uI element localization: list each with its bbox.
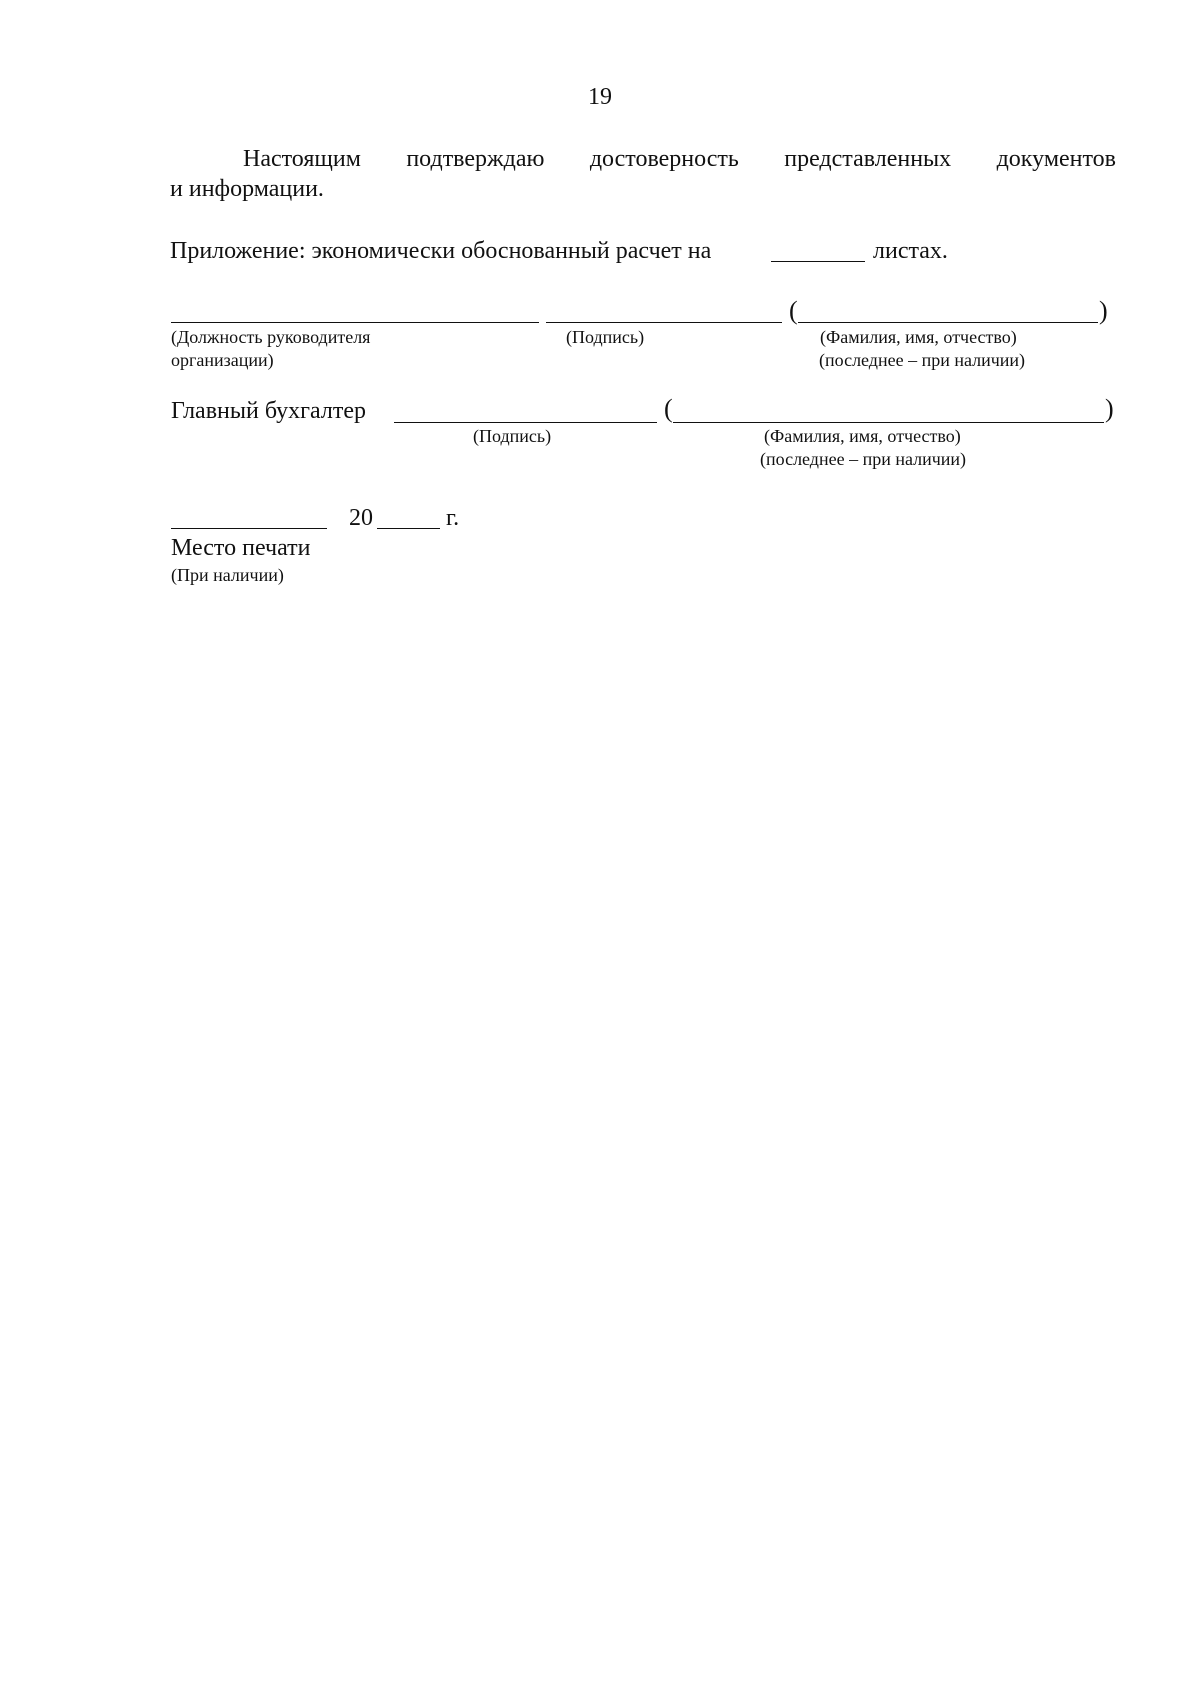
stamp-label: Место печати	[171, 535, 311, 561]
accountant-name-open-paren: (	[664, 394, 673, 423]
head-signature-caption: (Подпись)	[566, 327, 645, 347]
confirmation-line-2: и информации.	[170, 176, 324, 202]
date-century: 20	[349, 505, 373, 531]
appendix-prefix: Приложение: экономически обоснованный расчет на	[170, 238, 712, 264]
head-name-open-paren: (	[789, 296, 798, 325]
page-number: 19	[588, 84, 612, 110]
head-position-line[interactable]	[171, 322, 539, 323]
head-name-caption-2: (последнее – при наличии)	[819, 350, 1026, 370]
confirmation-paragraph	[170, 144, 1116, 204]
accountant-signature-caption: (Подпись)	[473, 426, 552, 446]
date-year-line[interactable]	[377, 528, 440, 529]
date-year-suffix: г.	[446, 505, 460, 531]
appendix-suffix: листах.	[873, 238, 948, 264]
head-position-caption-1: (Должность руководителя	[171, 327, 371, 347]
accountant-name-line[interactable]	[673, 422, 1104, 423]
accountant-signature-line[interactable]	[394, 422, 657, 423]
head-position-caption-2: организации)	[171, 350, 274, 370]
accountant-name-close-paren: )	[1105, 394, 1114, 423]
head-name-caption-1: (Фамилия, имя, отчество)	[820, 327, 1017, 347]
appendix-sheets-blank[interactable]	[771, 261, 865, 262]
accountant-name-caption-1: (Фамилия, имя, отчество)	[764, 426, 961, 446]
head-name-close-paren: )	[1099, 296, 1108, 325]
confirmation-line-1: Настоящим подтверждаю достоверность представленных документов	[243, 146, 1116, 172]
accountant-label: Главный бухгалтер	[171, 398, 366, 424]
head-name-line[interactable]	[798, 322, 1098, 323]
stamp-caption: (При наличии)	[171, 565, 284, 585]
accountant-name-caption-2: (последнее – при наличии)	[760, 449, 967, 469]
head-signature-line[interactable]	[546, 322, 782, 323]
date-day-month-line[interactable]	[171, 528, 327, 529]
